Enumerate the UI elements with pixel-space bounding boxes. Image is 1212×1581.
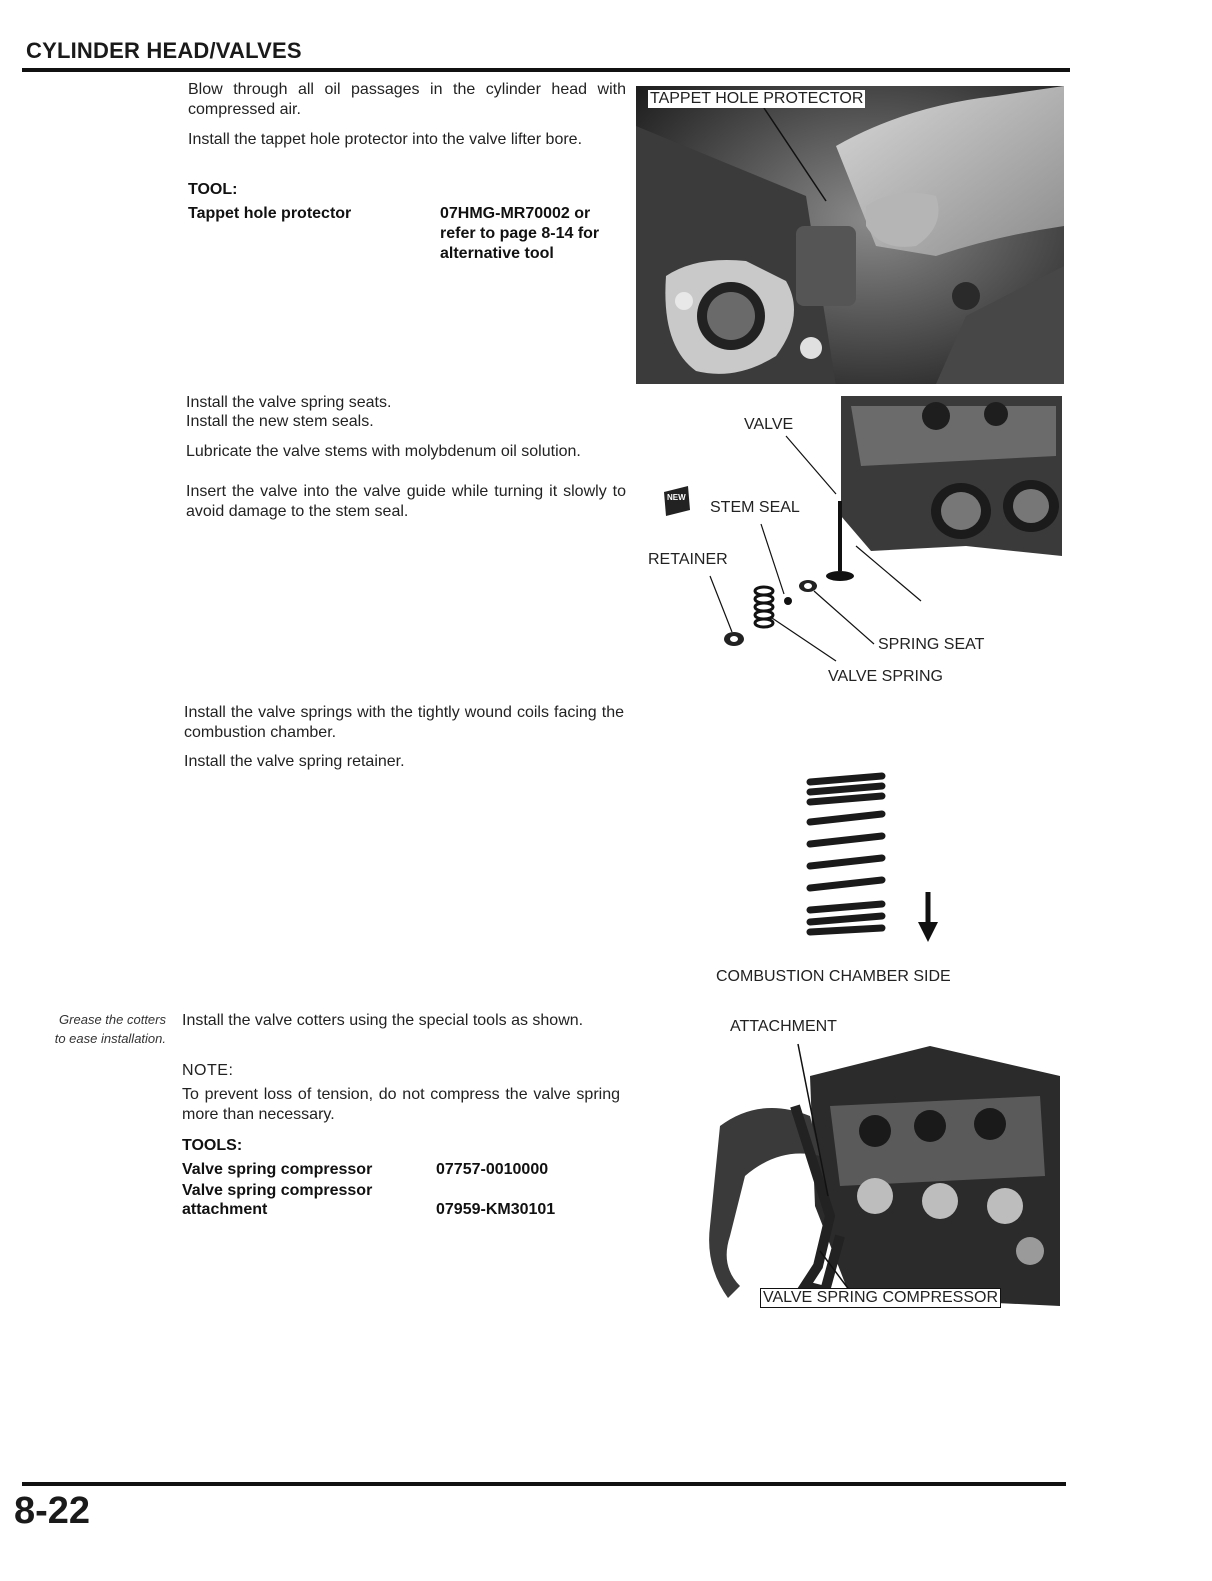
tool2-name-line1: Valve spring compressor [182,1182,373,1199]
valve-exploded-figure [636,396,1066,696]
tool-heading: TOOL: [188,181,238,198]
valve-spring-compressor-photo [700,1036,1060,1316]
label-spring-seat: SPRING SEAT [878,636,985,653]
label-valve-spring-compressor: VALVE SPRING COMPRESSOR [760,1288,1001,1308]
page-title: CYLINDER HEAD/VALVES [26,38,302,63]
label-tappet-hole-protector: TAPPET HOLE PROTECTOR [650,90,864,107]
valve-spring-figure [790,770,950,950]
note-heading: NOTE: [182,1062,234,1079]
paragraph-spring-seats: Install the valve spring seats. [186,394,392,411]
tool2-code: 07959-KM30101 [436,1201,556,1218]
note-text: To prevent loss of tension, do not compress the valve spring more than necessary. [182,1086,620,1123]
label-attachment: ATTACHMENT [730,1018,837,1035]
side-note-line2: to ease installation. [54,1031,166,1046]
paragraph-install-cotters: Install the valve cotters using the special tools as shown. [182,1012,584,1029]
new-badge-icon: NEW [667,493,686,502]
tool-code-line1: 07HMG-MR70002 or [440,205,591,222]
paragraph-stem-seals: Install the new stem seals. [186,413,374,430]
label-valve: VALVE [744,416,794,433]
tool-code-line2: refer to page 8-14 for [440,225,600,242]
label-stem-seal: STEM SEAL [710,499,800,516]
tool2-name-line2: attachment [182,1201,268,1218]
paragraph-install-retainer: Install the valve spring retainer. [184,753,405,770]
paragraph-insert-valve: Insert the valve into the valve guide while turning it slowly to avoid damage to the stem seal. [186,483,626,520]
header-rule [22,68,1070,72]
tools-heading: TOOLS: [182,1137,243,1154]
label-combustion-chamber-side: COMBUSTION CHAMBER SIDE [716,968,951,985]
paragraph-blow-passages: Blow through all oil passages in the cylinder head with compressed air. [188,81,626,118]
side-note-line1: Grease the cotters [59,1012,166,1027]
tool1-code: 07757-0010000 [436,1161,549,1178]
tool-name: Tappet hole protector [188,205,352,222]
footer-rule [22,1482,1066,1486]
paragraph-lubricate: Lubricate the valve stems with molybdenum oil solution. [186,443,581,460]
paragraph-install-springs: Install the valve springs with the tightly wound coils facing the combustion chamber. [184,704,624,741]
tool-code-line3: alternative tool [440,245,554,262]
tool1-name: Valve spring compressor [182,1161,373,1178]
label-retainer: RETAINER [648,551,728,568]
label-valve-spring: VALVE SPRING [828,668,943,685]
paragraph-install-protector: Install the tappet hole protector into the valve lifter bore. [188,131,583,148]
page-number: 8-22 [14,1490,91,1532]
tappet-protector-photo [636,86,1064,384]
